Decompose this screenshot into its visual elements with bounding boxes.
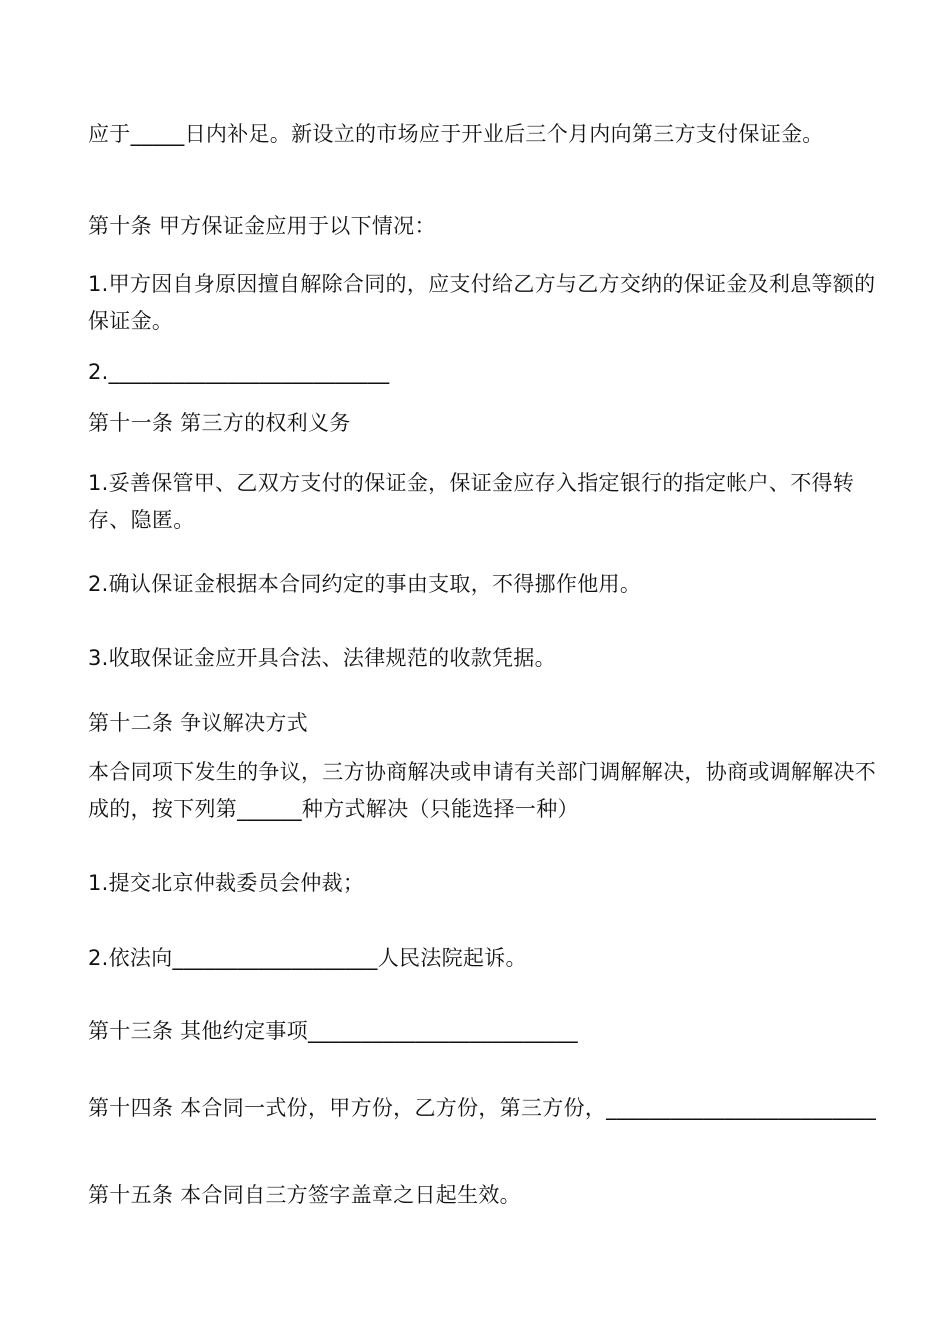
article-14: 第十四条 本合同一式份，甲方份，乙方份，第三方份，_________________________ [88,1096,877,1120]
article-12-heading: 第十二条 争议解决方式 [88,711,308,735]
article-13: 第十三条 其他约定事项_________________________ [88,1019,578,1043]
article-12-item-2: 2.依法向___________________人民法院起诉。 [88,946,527,970]
paragraph-deposit-replenish: 应于_____日内补足。新设立的市场应于开业后三个月内向第三方支付保证金。 [88,122,824,146]
article-15: 第十五条 本合同自三方签字盖章之日起生效。 [88,1183,521,1207]
article-12-item-1: 1.提交北京仲裁委员会仲裁； [88,871,365,895]
article-10-item-2: 2.__________________________ [88,360,390,384]
article-11-heading: 第十一条 第三方的权利义务 [88,411,351,435]
article-11-item-2: 2.确认保证金根据本合同约定的事由支取，不得挪作他用。 [88,572,642,596]
article-11-item-3: 3.收取保证金应开具合法、法律规范的收款凭据。 [88,646,556,670]
article-12-body: 本合同项下发生的争议，三方协商解决或申请有关部门调解解决，协商或调解解决不成的，按下列第______种方式解决（只能选择一种） [88,760,877,821]
article-11-item-1: 1.妥善保管甲、乙双方支付的保证金，保证金应存入指定银行的指定帐户、不得转存、隐匿。 [88,471,855,532]
article-10-item-1: 1.甲方因自身原因擅自解除合同的，应支付给乙方与乙方交纳的保证金及利息等额的保证金。 [88,272,876,333]
article-10-heading: 第十条 甲方保证金应用于以下情况： [88,214,436,238]
